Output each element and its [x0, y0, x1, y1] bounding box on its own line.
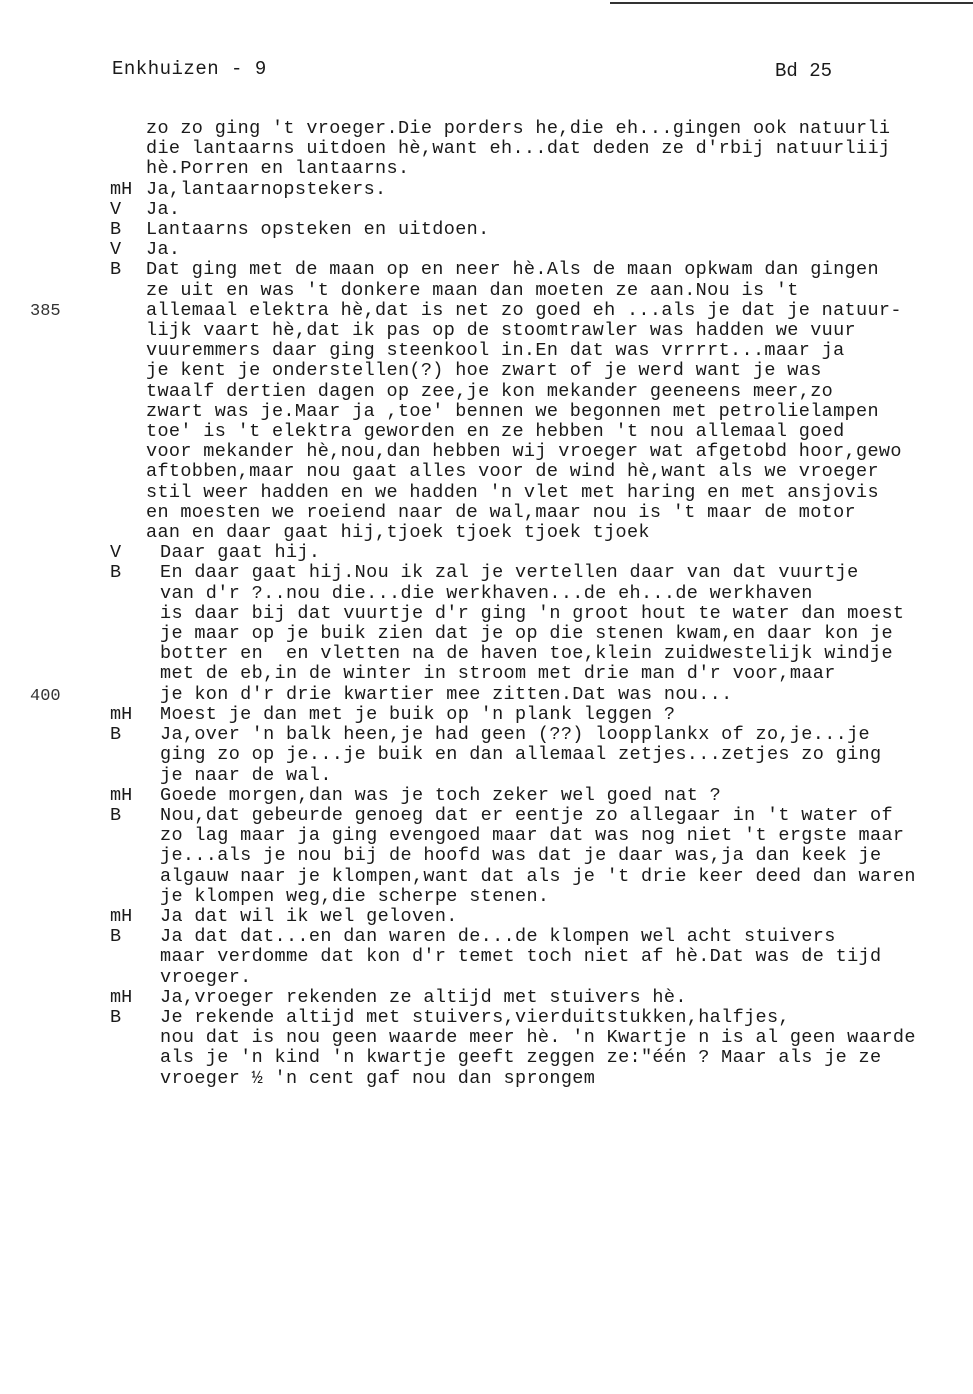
speaker-label: B — [110, 219, 122, 241]
page-header-title: Enkhuizen - 9 — [112, 58, 267, 80]
speaker-label: mH — [110, 178, 133, 200]
utterance-text: Ja,over 'n balk heen,je had geen (??) loopplankx of zo,je...je ging zo op je...je buik en dan allemaal zetjes...zetjes zo ging je naar de wal. — [160, 725, 882, 786]
utterance-text: Ja dat dat...en dan waren de...de klompen wel acht stuivers maar verdomme dat kon d'r temet toch niet af hè.Dat was de tijd vroeger. — [160, 927, 882, 988]
transcript-entry — [0, 988, 973, 1008]
speaker-label: mH — [110, 784, 133, 806]
line-number-400: 400 — [30, 687, 61, 706]
utterance-text: Ja,vroeger rekenden ze altijd met stuivers hè. — [160, 987, 687, 1008]
transcript-entry — [0, 200, 973, 220]
utterance-text: Daar gaat hij. — [160, 543, 321, 564]
page-header-ref: Bd 25 — [775, 60, 833, 82]
top-rule — [610, 2, 973, 4]
speaker-label: mH — [110, 905, 133, 927]
speaker-label: B — [110, 724, 122, 746]
utterance-text: Lantaarns opsteken en uitdoen. — [146, 220, 490, 241]
speaker-label: B — [110, 562, 122, 584]
speaker-label: B — [110, 259, 122, 281]
speaker-label: mH — [110, 986, 133, 1008]
transcript-entry — [0, 1008, 973, 1089]
utterance-text: Je rekende altijd met stuivers,vierduitstukken,halfjes, nou dat is nou geen waarde meer hè. 'n Kwartje n is al geen waarde als je 'n kind 'n kwartje geeft zeggen ze:"één ? Maar als je ze vroeger ½ 'n cent gaf nou dan sprongem — [160, 1007, 916, 1089]
transcript-entry — [0, 180, 973, 200]
utterance-text: Ja. — [146, 199, 181, 220]
speaker-label: V — [110, 239, 122, 261]
utterance-text: Dat ging met de maan op en neer hè.Als de maan opkwam dan gingen ze uit en was 't donkere maan dan moeten ze aan.Nou is 't allemaal elektra hè,dat is net zo goed eh ...als je dat je natuur- lijk vaart hè,dat ik pas op de stoomtrawler was hadden we vuur vuuremmers daar ging steenkool in.En dat was vrrrrt...maar ja je kent je onderstellen(?) hoe zwart of je werd want je was twaalf dertien dagen op zee,je kon mekander geeneens meer,zo zwart was je.Maar ja ,toe' bennen we begonnen met petrolielampen toe' is 't elektra geworden en ze hebben 't nou allemaal goed voor mekander hè,nou,dan hebben wij vroeger wat afgetobd hoor,gewo aftobben,maar nou gaat alles voor de wind hè,want als we vroeger stil weer hadden en we hadden 'n vlet met haring en met ansjovis en moesten we roeiend naar de wal,maar nou is 't maar de motor aan en daar gaat hij,tjoek tjoek tjoek tjoek — [146, 260, 902, 544]
utterance-text: Ja,lantaarnopstekers. — [146, 179, 387, 200]
utterance-text: En daar gaat hij.Nou ik zal je vertellen daar van dat vuurtje van d'r ?..nou die...die werkhaven...de eh...de werkhaven is daar bij dat vuurtje d'r ging 'n groot hout te water dan moest je maar op je buik zien dat je op die stenen kwam,en daar kon je botter en en vletten na de haven toe,klein zuidwestelijk windje met de eb,in de winter in stroom met drie man d'r voor,maar je kon d'r drie kwartier mee zitten.Dat was nou... — [160, 563, 905, 705]
transcript-entry — [0, 260, 973, 543]
speaker-label: V — [110, 198, 122, 220]
transcript-entry — [0, 705, 973, 725]
utterance-text: Ja dat wil ik wel geloven. — [160, 906, 458, 927]
transcript-entry — [0, 563, 973, 704]
transcript-entry — [0, 927, 973, 988]
speaker-label: B — [110, 1006, 122, 1028]
speaker-label: B — [110, 926, 122, 948]
utterance-text: Goede morgen,dan was je toch zeker wel goed nat ? — [160, 785, 722, 806]
speaker-label: V — [110, 542, 122, 564]
transcript-entry — [0, 907, 973, 927]
transcript-body — [0, 119, 973, 1089]
transcript-entry — [0, 240, 973, 260]
transcript-entry — [0, 543, 973, 563]
line-number-385: 385 — [30, 302, 61, 321]
utterance-text: Moest je dan met je buik op 'n plank leggen ? — [160, 704, 676, 725]
speaker-label: mH — [110, 703, 133, 725]
utterance-text: Nou,dat gebeurde genoeg dat er eentje zo allegaar in 't water of zo lag maar ja ging evengoed maar dat was nog niet 't ergste maar je...als je nou bij de hoofd was dat je daar was,ja dan keek je algauw naar je klompen,want dat als je 't drie keer deed dan waren je klompen weg,die scherpe stenen. — [160, 805, 916, 907]
transcript-entry — [0, 786, 973, 806]
speaker-label: B — [110, 804, 122, 826]
transcript-entry — [0, 806, 973, 907]
transcript-entry — [0, 220, 973, 240]
transcript-entry — [0, 725, 973, 786]
utterance-text: Ja. — [146, 240, 181, 261]
utterance-text: zo zo ging 't vroeger.Die porders he,die eh...gingen ook natuurli die lantaarns uitdoen hè,want eh...dat deden ze d'rbij natuurliij hè.Porren en lantaarns. — [146, 119, 891, 180]
transcript-entry — [0, 119, 973, 180]
